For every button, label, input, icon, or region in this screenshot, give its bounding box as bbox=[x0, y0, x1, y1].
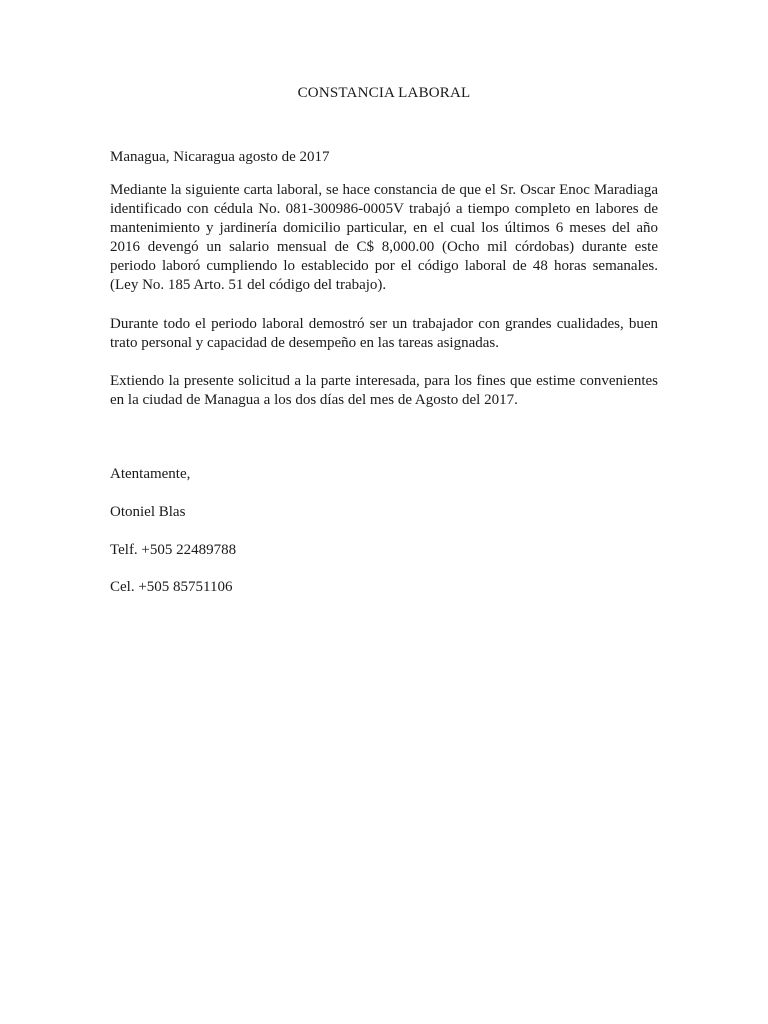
document-title: CONSTANCIA LABORAL bbox=[297, 85, 471, 101]
paragraph-performance: Durante todo el periodo laboral demostró ser un trabajador con grandes cualidades, buen trato personal y capacidad de desempeño en las tareas asignadas. bbox=[110, 316, 658, 351]
paragraph-purpose: Extiendo la presente solicitud a la parte interesada, para los fines que estime convenientes en la ciudad de Managua a los dos días del mes de Agosto del 2017. bbox=[110, 373, 658, 408]
closing-salutation: Atentamente, bbox=[110, 466, 191, 482]
paragraph-employment-details: Mediante la siguiente carta laboral, se hace constancia de que el Sr. Oscar Enoc Maradiaga identificado con cédula No. 081-300986-0005V trabajó a tiempo completo en labores de mantenimiento y jardinería domicilio particular, en el cual los últimos 6 meses del año 2016 devengó un salario mensual de C$ 8,000.00 (Ocho mil córdobas) durante este periodo laboró cumpliendo lo establecido por el código laboral de 48 horas semanales. (Ley No. 185 Arto. 51 del código del trabajo). bbox=[110, 182, 658, 293]
mobile-number: Cel. +505 85751106 bbox=[110, 579, 233, 595]
signer-name: Otoniel Blas bbox=[110, 504, 186, 520]
date-line: Managua, Nicaragua agosto de 2017 bbox=[110, 149, 330, 165]
phone-number: Telf. +505 22489788 bbox=[110, 542, 237, 558]
